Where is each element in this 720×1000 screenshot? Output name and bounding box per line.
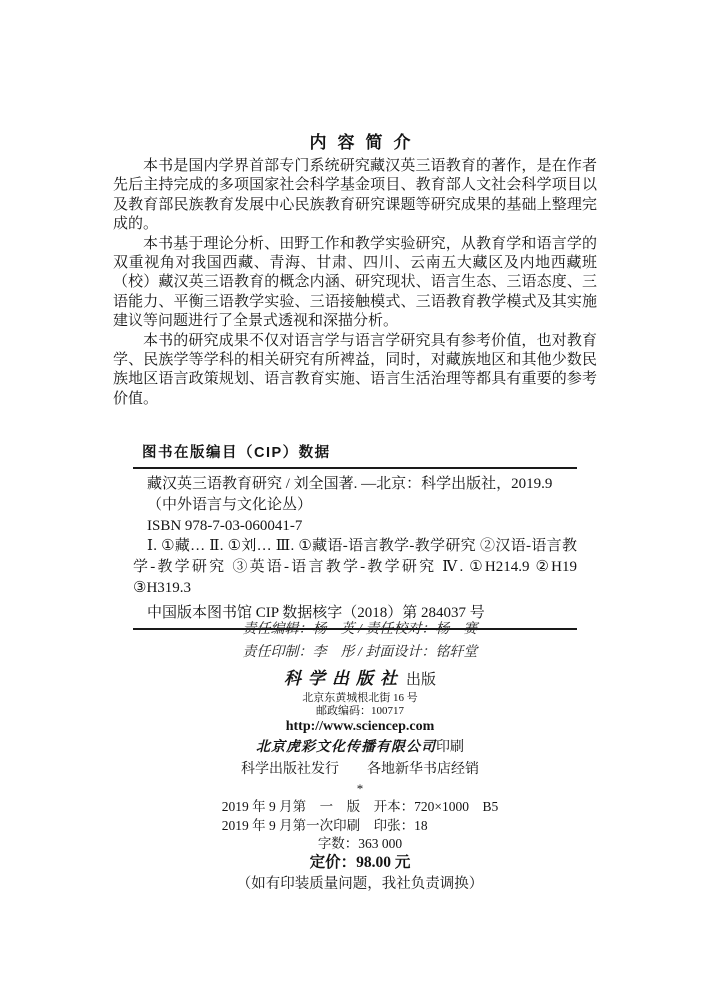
separator-star: *: [356, 781, 364, 796]
abstract-section: [113, 157, 597, 409]
cip-section: [133, 441, 577, 630]
notice-line: （如有印装质量问题，我社负责调换）: [236, 876, 484, 892]
editors-line-1: 责任编辑：杨 英 / 责任校对：杨 赛: [242, 622, 478, 637]
cip-body: [133, 469, 577, 630]
url-line: http://www.sciencep.com: [285, 719, 435, 734]
printer-suffix: 印刷: [436, 740, 464, 755]
edition-line-1: 2019 年 9 月第 一 版 开本：720×1000 B5: [221, 799, 499, 814]
cip-title-line: 藏汉英三语教育研究 / 刘全国著. —北京：科学出版社，2019.9: [147, 476, 553, 492]
word-count-line: 字数：363 000: [317, 836, 403, 851]
publisher-logo-text: 科学出版社: [283, 669, 404, 688]
abstract-paragraph-1: 本书是国内学界首部专门系统研究藏汉英三语教育的著作，是在作者先后主持完成的多项国家社会科学基金项目、教育部人文社会科学项目以及教育部民族教育发展中心民族教育研究课题等研究成果的基础上整理完成的。: [113, 158, 597, 233]
postcode-line: 邮政编码：100717: [316, 705, 404, 717]
colophon-section: [0, 668, 720, 893]
cip-classification: Ⅰ. ①藏… Ⅱ. ①刘… Ⅲ. ①藏语-语言教学-教学研究 ②汉语-语言教学-教学研究 ③英语-语言教学-教学研究 Ⅳ. ①H214.9 ②H19 ③H319.3: [133, 538, 577, 596]
abstract-paragraph-3: 本书的研究成果不仅对语言学与语言学研究具有参考价值，也对教育学、民族学等学科的相关研究有所裨益，同时，对藏族地区和其他少数民族地区语言政策规划、语言教育实施、语言生活治理等都具有重要的参考价值。: [113, 332, 597, 407]
printer-line: [256, 739, 464, 757]
price-line: 定价：98.00 元: [309, 854, 411, 871]
edition-block: [222, 797, 499, 835]
cip-isbn: ISBN 978-7-03-060041-7: [147, 517, 303, 534]
cip-header: 图书在版编目（CIP）数据: [133, 441, 577, 469]
publisher-line: [284, 668, 436, 691]
edition-line-2: 2019 年 9 月第一次印刷 印张：18: [221, 818, 428, 833]
cip-record: 中国版本图书馆 CIP 数据核字（2018）第 284037 号: [147, 604, 485, 621]
cip-series-line: （中外语言与文化论丛）: [147, 496, 313, 513]
editors-section: [0, 618, 720, 664]
page-title: 内容简介: [309, 133, 422, 152]
printer-logo-text: 北京虎彩文化传播有限公司: [256, 740, 436, 755]
publisher-suffix: 出版: [405, 672, 436, 688]
editors-line-2: 责任印制：李 彤 / 封面设计：铭轩堂: [242, 645, 478, 660]
distribution-line: 科学出版社发行 各地新华书店经销: [241, 762, 479, 777]
abstract-paragraph-2: 本书基于理论分析、田野工作和教学实验研究，从教育学和语言学的双重视角对我国西藏、青海、甘肃、四川、云南五大藏区及内地西藏班（校）藏汉英三语教育的概念内涵、研究现状、语言生态、三语态度、三语能力、平衡三语教学实验、三语接触模式、三语教育教学模式及其实施建议等问题进行了全景式透视和深描分析。: [113, 235, 597, 330]
address-line: 北京东黄城根北街 16 号: [302, 692, 418, 704]
